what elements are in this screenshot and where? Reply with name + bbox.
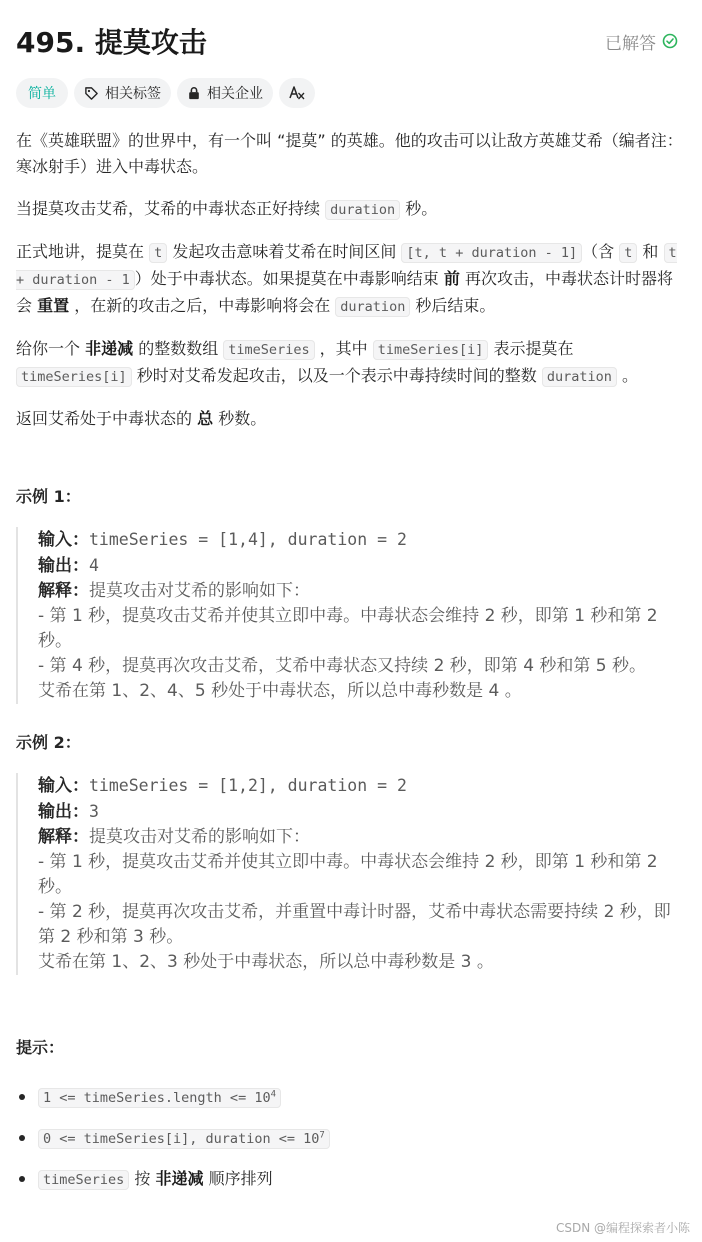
text: 再次攻击，中毒状态计时器将会: [16, 269, 673, 315]
superscript: 7: [319, 1130, 325, 1141]
explain-text: 提莫攻击对艾希的影响如下：: [89, 581, 310, 601]
desc-paragraph-3: [16, 239, 686, 320]
text: 当提莫攻击艾希，艾希的中毒状态正好持续: [16, 199, 326, 218]
text: 秒数。: [213, 409, 267, 428]
explanation-line: - 第 2 秒，提莫再次攻击艾希，并重置中毒计时器，艾希中毒状态需要持续 2 秒，即第 2 秒和第 3 秒。: [38, 902, 671, 947]
inline-code: timeSeries: [223, 340, 314, 360]
problem-title[interactable]: 495. 提莫攻击: [16, 26, 207, 59]
translate-icon: [288, 85, 306, 101]
inline-code: t: [619, 243, 637, 263]
explanation-line: - 第 1 秒，提莫攻击艾希并使其立即中毒。中毒状态会维持 2 秒，即第 1 秒和第 2 秒。: [38, 606, 664, 651]
solved-label: 已解答: [605, 33, 656, 54]
title-row: [16, 0, 686, 80]
superscript: 4: [270, 1089, 276, 1100]
hint-item: [16, 1166, 686, 1193]
explanation-line: - 第 4 秒，提莫再次攻击艾希，艾希中毒状态又持续 2 秒，即第 4 秒和第 5 秒。: [38, 656, 647, 676]
inline-code: t + duration - 1: [16, 245, 677, 288]
inline-code: t: [149, 243, 167, 263]
text: ，在新的攻击之后，中毒影响将会在: [69, 296, 336, 315]
check-circle-icon: [662, 33, 678, 49]
code-text: 1 <= timeSeries.length <= 10: [43, 1090, 271, 1106]
output-value: 4: [89, 556, 99, 575]
explanation-line: - 第 1 秒，提莫攻击艾希并使其立即中毒。中毒状态会维持 2 秒，即第 1 秒和第 2 秒。: [38, 852, 664, 897]
example-output: [38, 553, 686, 579]
explain-text: 提莫攻击对艾希的影响如下：: [89, 827, 310, 847]
output-label: 输出：: [38, 802, 89, 822]
text: 表示提莫在: [488, 339, 574, 358]
text: 返回艾希处于中毒状态的: [16, 409, 198, 428]
desc-paragraph-5: [16, 406, 686, 432]
desc-paragraph-2: [16, 196, 686, 223]
example-2-block: [16, 773, 686, 975]
example-2-title: 示例 2：: [16, 733, 81, 752]
text: ）处于中毒状态。如果提莫在中毒影响结束: [134, 269, 444, 288]
hint-item: [16, 1084, 686, 1111]
inline-code: timeSeries: [38, 1170, 129, 1190]
bold-text: 重置: [37, 296, 70, 315]
code-text: 0 <= timeSeries[i], duration <= 10: [43, 1131, 320, 1147]
text: ，其中: [314, 339, 373, 358]
bold-text: 总: [197, 409, 214, 428]
inline-code: [38, 1088, 281, 1108]
bold-text: 非递减: [155, 1169, 204, 1188]
explanation-line: 艾希在第 1、2、4、5 秒处于中毒状态，所以总中毒秒数是 4 。: [38, 681, 522, 701]
text: 发起攻击意味着艾希在时间区间: [167, 242, 402, 261]
hints-list: [16, 1084, 686, 1193]
inline-code: duration: [335, 297, 410, 317]
hint-item: [16, 1125, 686, 1152]
example-input: [38, 773, 686, 799]
explain-label: 解释：: [38, 581, 89, 601]
tag-icon: [84, 86, 99, 101]
text: 正式地讲，提莫在: [16, 242, 150, 261]
example-output: [38, 799, 686, 825]
output-label: 输出：: [38, 556, 89, 576]
desc-paragraph-1: 在《英雄联盟》的世界中，有一个叫 “提莫” 的英雄。他的攻击可以让敌方英雄艾希（编者注：寒冰射手）进入中毒状态。: [16, 131, 683, 176]
bold-text: 前: [443, 269, 460, 288]
inline-code: duration: [542, 367, 617, 387]
input-value: timeSeries = [1,4], duration = 2: [89, 530, 407, 549]
explanation-line: 艾希在第 1、2、3 秒处于中毒状态，所以总中毒秒数是 3 。: [38, 952, 494, 972]
text: 按: [129, 1169, 156, 1188]
output-value: 3: [89, 802, 99, 821]
related-companies-label: 相关企业: [207, 86, 263, 102]
solved-status: [605, 29, 678, 54]
difficulty-badge: 简单: [16, 78, 68, 108]
related-tags-label: 相关标签: [105, 86, 161, 102]
related-companies-button[interactable]: [177, 78, 273, 108]
input-label: 输入：: [38, 776, 89, 796]
example-explanation: [38, 579, 686, 604]
bold-text: 非递减: [85, 339, 134, 358]
watermark: CSDN @编程探索者小陈: [555, 1221, 690, 1235]
input-value: timeSeries = [1,2], duration = 2: [89, 776, 407, 795]
inline-code: [38, 1129, 330, 1149]
lock-icon: [187, 86, 201, 100]
text: 。: [616, 366, 638, 385]
inline-code: [t, t + duration - 1]: [401, 243, 582, 263]
hints-title: 提示：: [16, 1038, 65, 1057]
text: 给你一个: [16, 339, 86, 358]
example-input: [38, 527, 686, 553]
inline-code: timeSeries[i]: [373, 340, 489, 360]
text: 秒时对艾希发起攻击，以及一个表示中毒持续时间的整数: [131, 366, 542, 385]
inline-code: duration: [325, 200, 400, 220]
example-explanation: [38, 825, 686, 850]
desc-paragraph-4: [16, 336, 686, 390]
related-tags-button[interactable]: [74, 78, 171, 108]
text: 秒。: [400, 199, 438, 218]
text: 的整数数组: [133, 339, 224, 358]
text: （含: [582, 242, 620, 261]
text: 顺序排列: [203, 1169, 273, 1188]
tag-row: [16, 78, 686, 108]
inline-code: timeSeries[i]: [16, 367, 132, 387]
input-label: 输入：: [38, 530, 89, 550]
translate-button[interactable]: [279, 78, 315, 108]
text: 秒后结束。: [410, 296, 496, 315]
example-1-title: 示例 1：: [16, 487, 81, 506]
explain-label: 解释：: [38, 827, 89, 847]
problem-description: [16, 128, 686, 432]
example-1-block: [16, 527, 686, 704]
text: 和: [637, 242, 664, 261]
